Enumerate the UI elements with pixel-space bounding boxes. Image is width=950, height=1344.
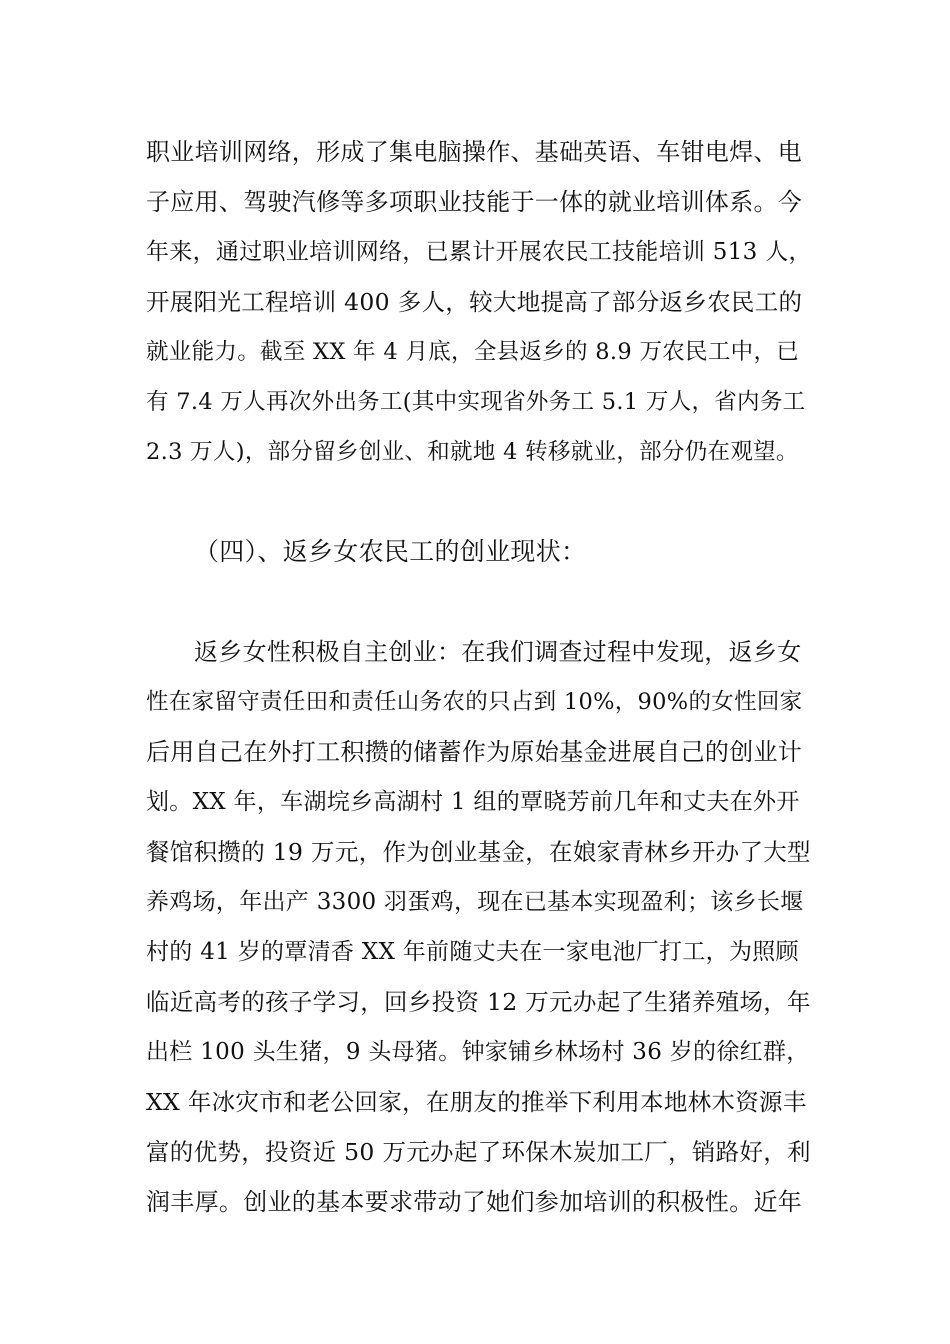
text-line: 村的 41 岁的覃清香 XX 年前随丈夫在一家电池厂打工，为照顾 xyxy=(146,939,799,965)
text-line: 职业培训网络，形成了集电脑操作、基础英语、车钳电焊、电 xyxy=(146,138,803,166)
text-line: 划。XX 年，车湖垸乡高湖村 1 组的覃晓芳前几年和丈夫在外开 xyxy=(146,789,800,815)
text-line: 性在家留守责任田和责任山务农的只占到 10%，90%的女性回家 xyxy=(146,689,803,715)
text-line: 出栏 100 头生猪，9 头母猪。钟家铺乡林场村 36 岁的徐红群， xyxy=(146,1039,810,1065)
section-heading: （四）、返乡女农民工的创业现状： xyxy=(194,537,587,566)
text-line: 开展阳光工程培训 400 多人，较大地提高了部分返乡农民工的 xyxy=(146,288,803,316)
text-line: 后用自己在外打工积攒的储蓄作为原始基金进展自己的创业计 xyxy=(146,738,803,766)
text-line: 2.3 万人)，部分留乡创业、和就地 4 转移就业，部分仍在观望。 xyxy=(146,439,799,465)
text-line: 养鸡场，年出产 3300 羽蛋鸡，现在已基本实现盈利；该乡长堰 xyxy=(146,889,804,915)
text-line: 有 7.4 万人再次外出务工(其中实现省外务工 5.1 万人，省内务工 xyxy=(146,389,806,415)
text-line: XX 年冰灾市和老公回家，在朋友的推举下利用本地林木资源丰 xyxy=(146,1088,807,1116)
text-line: 临近高考的孩子学习，回乡投资 12 万元办起了生猪养殖场，年 xyxy=(146,988,811,1016)
text-line: 子应用、驾驶汽修等多项职业技能于一体的就业培训体系。今 xyxy=(146,188,803,216)
text-line: 富的优势，投资近 50 万元办起了环保木炭加工厂，销路好，利 xyxy=(146,1138,811,1166)
text-line: 润丰厚。创业的基本要求带动了她们参加培训的积极性。近年 xyxy=(146,1188,803,1216)
text-line: 年来，通过职业培训网络，已累计开展农民工技能培训 513 人， xyxy=(146,239,812,265)
text-line: 餐馆积攒的 19 万元，作为创业基金，在娘家青林乡开办了大型 xyxy=(146,838,811,866)
text-line: 就业能力。截至 XX 年 4 月底，全县返乡的 8.9 万农民工中，已 xyxy=(146,339,800,365)
text-line: 返乡女性积极自主创业：在我们调查过程中发现，返乡女 xyxy=(194,638,802,666)
